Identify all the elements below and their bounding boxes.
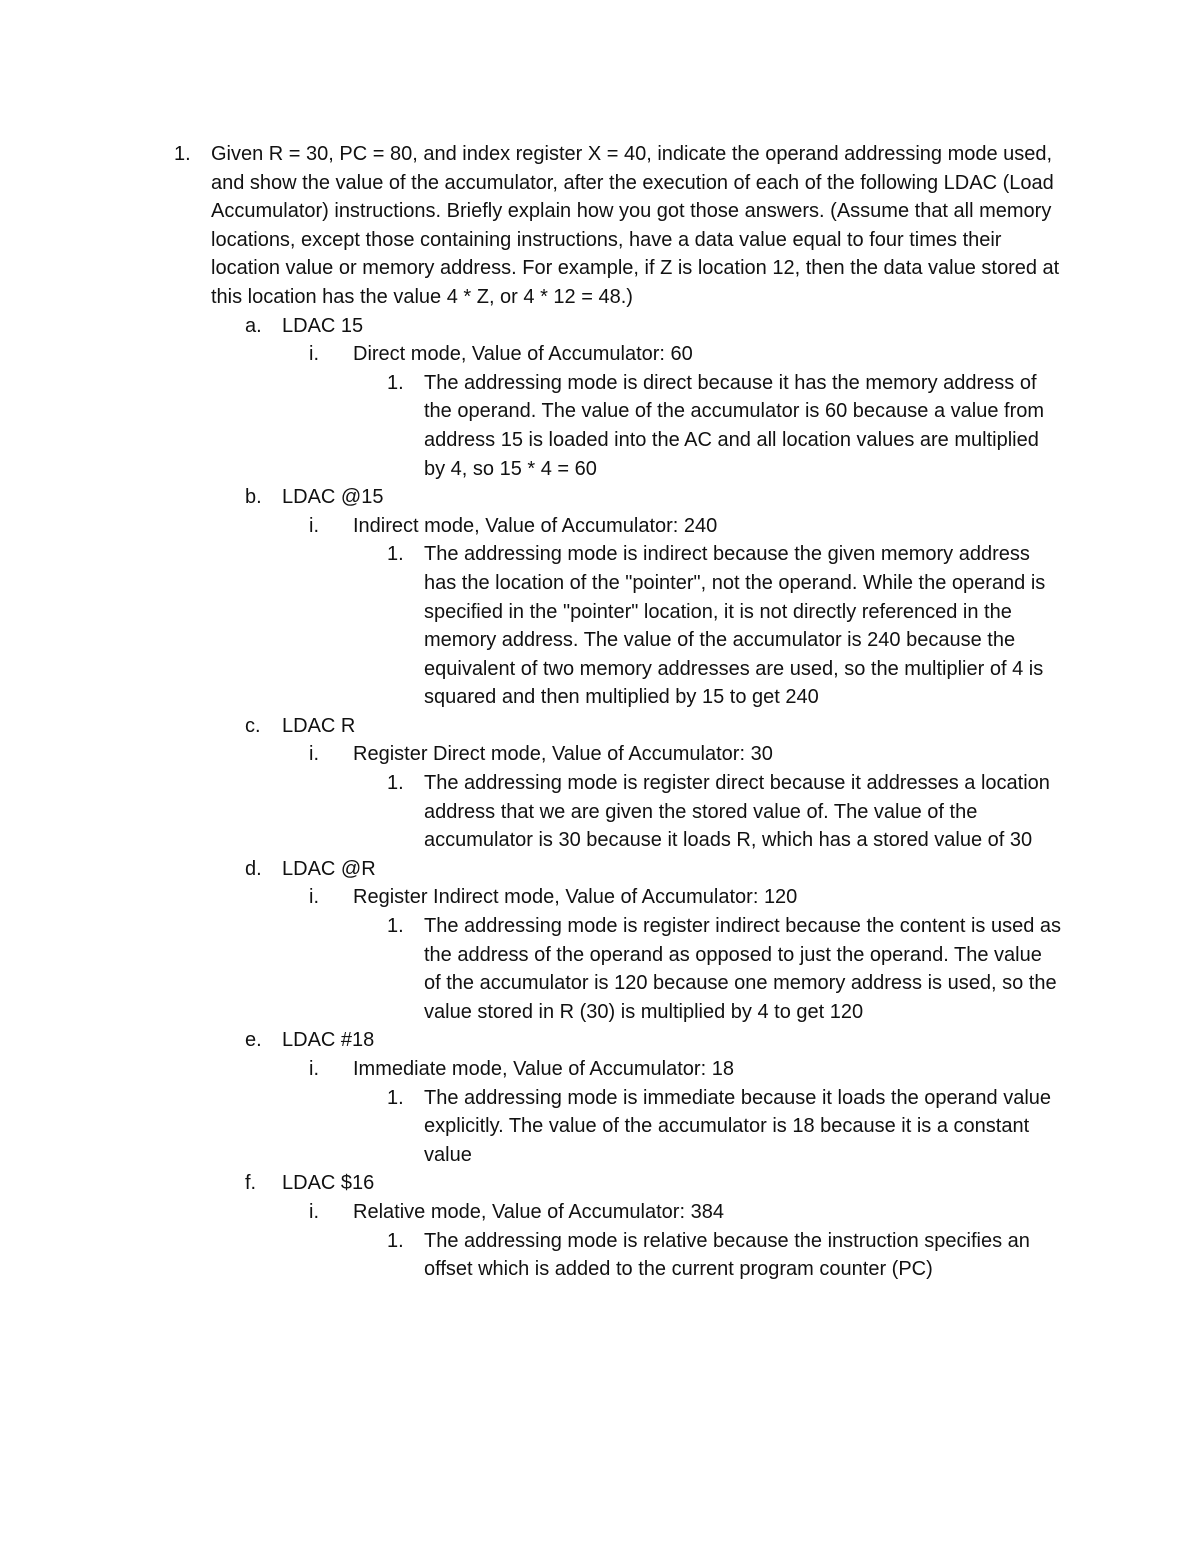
- explanation-text: The addressing mode is relative because the instruction specifies an offset which is added to the current program counter (PC): [424, 1229, 1030, 1281]
- part-item: [245, 312, 1061, 484]
- question-item: [174, 140, 1062, 1284]
- answer-item: [309, 1198, 1061, 1284]
- part-instruction: LDAC 15: [282, 314, 364, 337]
- explanation-marker: 1.: [387, 1086, 404, 1109]
- answer-marker: i.: [309, 514, 319, 537]
- part-marker: d.: [245, 857, 262, 880]
- explanation-marker: 1.: [387, 915, 404, 938]
- question-text: Given R = 30, PC = 80, and index register X = 40, indicate the operand addressing mode used, and show the value of the accumulator, after the execution of each of the following LDAC (Load Accumulator) instructions. Briefly explain how you got those answers. (Assume that all memory locations, except those containing instructions, have a data value equal to four times their location value or memory address. For example, if Z is location 12, then the data value stored at this location has the value 4 * Z, or 4 * 12 = 48.): [211, 143, 1060, 308]
- answer-text: Relative mode, Value of Accumulator: 384: [353, 1200, 724, 1223]
- answer-text: Register Direct mode, Value of Accumulator: 30: [353, 743, 773, 766]
- part-marker: b.: [245, 486, 262, 509]
- explanation-text: The addressing mode is indirect because the given memory address has the location of the "pointer", not the operand. While the operand is specified in the "pointer" location, it is not directly referenced in the memory address. The value of the accumulator is 240 because the equivalent of two memory addresses are used, so the multiplier of 4 is squared and then multiplied by 15 to get 240: [424, 543, 1046, 709]
- question-number: 1.: [174, 143, 191, 165]
- explanation-marker: 1.: [387, 772, 404, 795]
- part-item: [245, 483, 1061, 712]
- explanation-item: [387, 369, 1061, 483]
- part-marker: c.: [245, 714, 261, 737]
- part-item: [245, 1169, 1061, 1283]
- explanation-item: [387, 1084, 1061, 1170]
- explanation-text: The addressing mode is register indirect because the content is used as the address of the operand as opposed to just the operand. The value of the accumulator is 120 because one memory address is used, so the value stored in R (30) is multiplied by 4 to get 120: [424, 915, 1062, 1023]
- part-instruction: LDAC @R: [282, 857, 376, 880]
- explanation-text: The addressing mode is register direct because it addresses a location address that we are given the stored value of. The value of the accumulator is 30 because it loads R, which has a stored value of 30: [424, 772, 1050, 852]
- answer-marker: i.: [309, 886, 319, 909]
- answer-item: [309, 340, 1061, 483]
- answer-item: [309, 512, 1061, 712]
- part-marker: e.: [245, 1029, 262, 1052]
- explanation-item: [387, 769, 1061, 855]
- explanation-marker: 1.: [387, 543, 404, 566]
- explanation-item: [387, 540, 1061, 712]
- part-instruction: LDAC @15: [282, 486, 384, 509]
- part-marker: f.: [245, 1172, 257, 1195]
- answer-text: Indirect mode, Value of Accumulator: 240: [353, 514, 718, 537]
- answer-marker: i.: [309, 1058, 319, 1080]
- explanation-text: The addressing mode is immediate because it loads the operand value explicitly. The value of the accumulator is 18 because it is a constant value: [424, 1086, 1052, 1166]
- part-instruction: LDAC #18: [282, 1029, 375, 1052]
- part-item: [245, 712, 1061, 855]
- explanation-marker: 1.: [387, 371, 404, 394]
- answer-item: [309, 1055, 1061, 1169]
- part-marker: a.: [245, 314, 262, 337]
- answer-marker: i.: [309, 343, 319, 366]
- answer-marker: i.: [309, 743, 319, 766]
- explanation-marker: 1.: [387, 1229, 404, 1252]
- explanation-item: [387, 1227, 1061, 1284]
- parts-list: [211, 312, 1061, 1284]
- part-item: [245, 855, 1062, 1027]
- answer-text: Register Indirect mode, Value of Accumulator: 120: [353, 886, 798, 909]
- answer-text: Immediate mode, Value of Accumulator: 18: [353, 1058, 734, 1080]
- answer-item: [309, 740, 1061, 854]
- answer-item: [309, 883, 1062, 1026]
- part-instruction: LDAC R: [282, 714, 356, 737]
- explanation-item: [387, 912, 1062, 1026]
- part-item: [245, 1026, 1061, 1169]
- part-instruction: LDAC $16: [282, 1172, 375, 1195]
- answer-marker: i.: [309, 1200, 319, 1223]
- explanation-text: The addressing mode is direct because it has the memory address of the operand. The value of the accumulator is 60 because a value from address 15 is loaded into the AC and all location values are multiplied by 4, so 15 * 4 = 60: [424, 371, 1045, 480]
- answer-text: Direct mode, Value of Accumulator: 60: [353, 343, 693, 366]
